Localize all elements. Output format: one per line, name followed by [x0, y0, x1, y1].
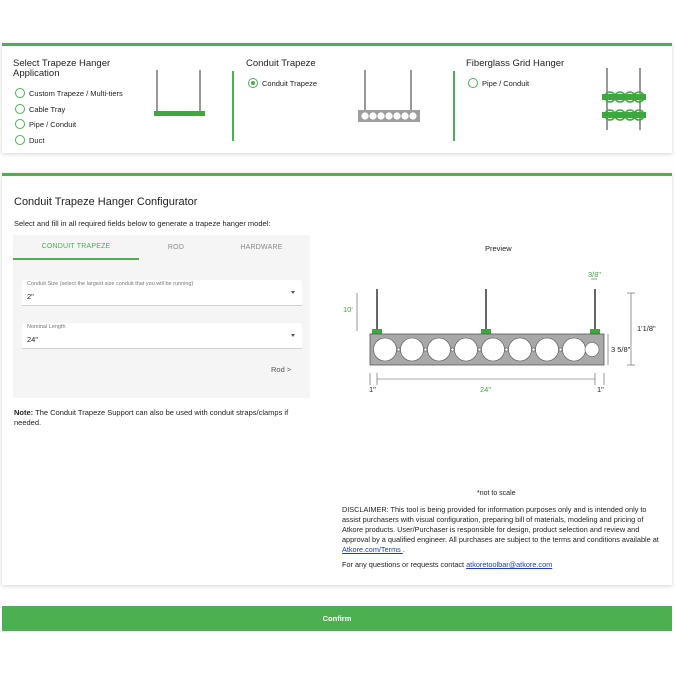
- nominal-length-select[interactable]: [22, 323, 302, 349]
- tab-hardware[interactable]: HARDWARE: [240, 244, 283, 251]
- application-title: Select Trapeze Hanger Application: [13, 58, 111, 79]
- configurator-card: [2, 173, 672, 585]
- dim-bar-height: 3 5/8": [611, 345, 631, 354]
- option-label: Cable Tray: [29, 104, 66, 114]
- option-label: Pipe / Conduit: [29, 119, 77, 129]
- option-label: Conduit Trapeze: [262, 78, 318, 88]
- option-custom-trapeze[interactable]: [15, 88, 123, 98]
- preview-title: Preview: [485, 244, 512, 253]
- nut-right: [590, 329, 600, 334]
- contact-email-link[interactable]: atkoretoolbar@atkore.com: [466, 560, 553, 569]
- chevron-down-icon[interactable]: [291, 334, 295, 337]
- dim-length: 24": [480, 385, 492, 394]
- tab-conduit-trapeze[interactable]: CONDUIT TRAPEZE: [13, 235, 139, 260]
- application-column-fiberglass: [455, 46, 670, 153]
- tab-rod[interactable]: ROD: [167, 244, 185, 251]
- contact-text: For any questions or requests contact: [342, 560, 467, 569]
- radio-pipe-conduit[interactable]: [15, 119, 25, 129]
- option-label: Custom Trapeze / Multi-tiers: [29, 88, 123, 98]
- dim-right-edge: 1": [597, 385, 604, 394]
- conduit-size-select[interactable]: [22, 280, 302, 306]
- dim-left-edge: 1": [369, 385, 376, 394]
- radio-duct[interactable]: [15, 135, 25, 145]
- nominal-length-label: Nominal Length: [27, 324, 66, 330]
- radio-custom-trapeze[interactable]: [15, 88, 25, 98]
- radio-fiberglass-pipe-conduit[interactable]: [468, 78, 478, 88]
- dim-rod-diameter: 3/8": [588, 270, 602, 279]
- nut-left: [372, 329, 382, 334]
- fiberglass-title: Fiberglass Grid Hanger: [466, 58, 565, 69]
- conduit-trapeze-title: Conduit Trapeze: [246, 58, 316, 69]
- fiberglass-grid-illustration: [600, 68, 648, 130]
- nut-middle: [481, 329, 491, 334]
- option-duct[interactable]: [15, 135, 44, 145]
- disclaimer-tail: .: [402, 545, 405, 554]
- conduit-trapeze-illustration: [356, 70, 424, 126]
- tab-bar: [13, 235, 310, 260]
- confirm-button[interactable]: Confirm: [2, 606, 672, 631]
- application-column-conduit-trapeze: [234, 46, 452, 153]
- disclaimer-text: DISCLAIMER: This tool is being provided for information purposes only and is intended only to assist purchasers with visual configuration, preparing bill of materials, modeling and pricing of Atkore products. User/Purchaser is responsible for design, product selection and review and approval by a qualified engineer. All purchases are subject to the terms and conditions available at: [342, 505, 659, 544]
- option-conduit-trapeze[interactable]: [248, 78, 317, 88]
- option-label: Pipe / Conduit: [482, 78, 530, 88]
- option-fiberglass-pipe-conduit[interactable]: [468, 78, 529, 88]
- radio-cable-tray[interactable]: [15, 104, 25, 114]
- radio-conduit-trapeze[interactable]: [248, 78, 258, 88]
- disclaimer: [342, 505, 660, 555]
- note-label: Note:: [14, 408, 34, 417]
- chevron-down-icon[interactable]: [291, 291, 295, 294]
- next-rod-button[interactable]: Rod >: [271, 365, 292, 374]
- not-to-scale-note: *not to scale: [477, 490, 516, 497]
- application-column-custom: [2, 46, 232, 153]
- note: [14, 408, 314, 428]
- option-cable-tray[interactable]: [15, 104, 65, 114]
- application-selector: [2, 43, 672, 153]
- configurator-title: Conduit Trapeze Hanger Configurator: [14, 196, 198, 208]
- custom-trapeze-illustration: [152, 70, 212, 120]
- nominal-length-value: 24": [27, 335, 39, 344]
- configurator-subtitle: Select and fill in all required fields below to generate a trapeze hanger model:: [14, 219, 271, 228]
- conduit-size-label: Conduit Size (select the largest size conduit that you will be running): [27, 281, 194, 287]
- terms-link[interactable]: Atkore.com/Terms: [342, 545, 403, 554]
- dim-rod-length: 10': [343, 305, 353, 314]
- dim-total-height: 1'1/8": [637, 324, 656, 333]
- conduit-size-value: 2": [27, 292, 34, 301]
- contact-line: [342, 560, 552, 569]
- note-text: The Conduit Trapeze Support can also be used with conduit straps/clamps if needed.: [14, 408, 289, 427]
- option-label: Duct: [29, 135, 45, 145]
- trapeze-preview-drawing: [337, 261, 657, 481]
- option-pipe-conduit[interactable]: [15, 119, 76, 129]
- configurator-form-panel: [13, 235, 310, 398]
